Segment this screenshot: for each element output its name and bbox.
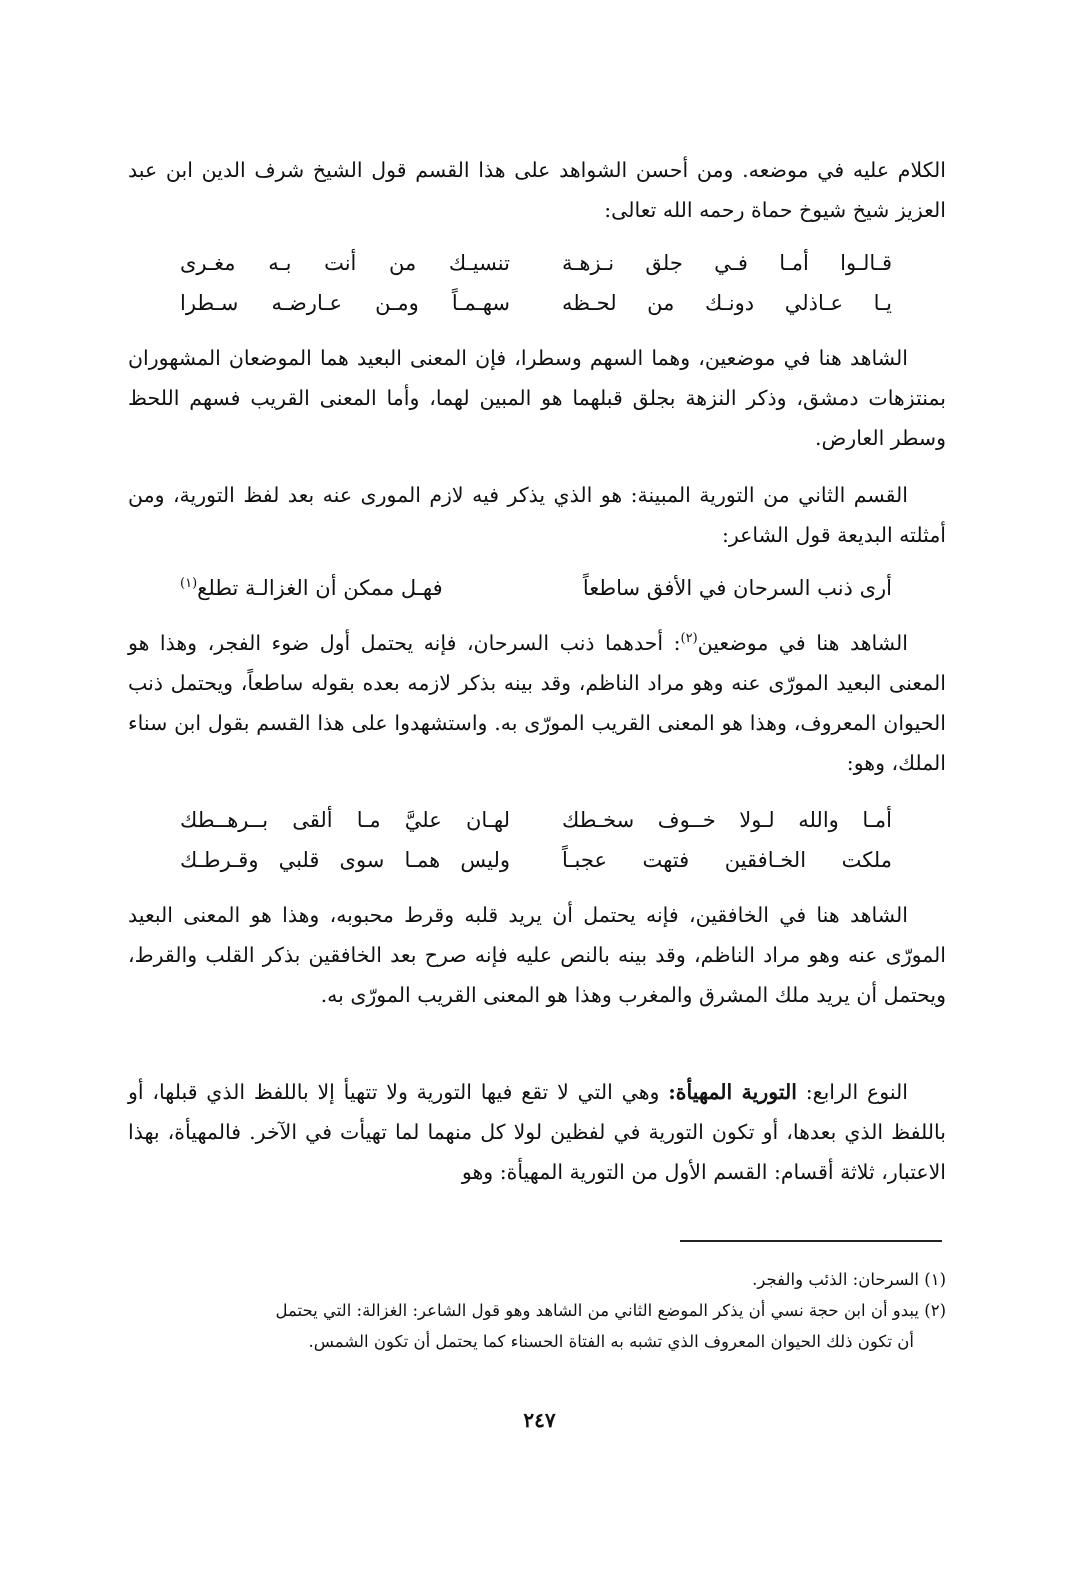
paragraph-4 <box>128 623 946 783</box>
paragraph-5 <box>128 895 946 1015</box>
paragraph-4-text <box>128 623 946 783</box>
verse-3 <box>180 800 892 880</box>
verse-2-first-hemistich: أرى ذنب السرحان في الأفق ساطعاً <box>582 576 892 600</box>
verse-3-line-1-first-hemistich: أمـا والله لـولا خــوف سخـطك <box>562 808 892 832</box>
footnotes <box>128 1264 946 1357</box>
verse-3-line-2-first-hemistich: ملكت الخـافقين فتهت عجبـاً <box>562 848 892 872</box>
footnote-1 <box>128 1264 946 1295</box>
paragraph-1 <box>128 150 946 230</box>
paragraph-2 <box>128 338 946 458</box>
verse-1-line-1 <box>180 243 892 283</box>
footnote-ref-1[interactable]: (١) <box>180 576 198 591</box>
verse-3-line-1 <box>180 800 892 840</box>
paragraph-3-text: القسم الثاني من التورية المبينة: هو الذي يذكر فيه لازم المورى عنه بعد لفظ التورية، ومن أمثلته البديعة قول الشاعر: <box>128 483 946 547</box>
footnote-2-text: يبدو أن ابن حجة نسي أن يذكر الموضع الثاني من الشاهد وهو قول الشاعر: الغزالة: التي يحتمل <box>275 1301 919 1320</box>
paragraph-6-rest: وهي التي لا تقع فيها التورية ولا تتهيأ إلا باللفظ الذي قبلها، أو باللفظ الذي بعدها، أو تكون التورية في لفظين لولا كل منهما لما تهيأت في الآخر. فالمهيأة، بهذا الاعتبار، ثلاثة أقسام: القسم الأول من التورية المهيأة: وهو <box>128 1080 946 1184</box>
footnote-2-number: (٢) <box>924 1301 946 1320</box>
verse-1-line-1-second-hemistich: تنسيـك من أنت بـه مغـرى <box>180 251 510 275</box>
page-number: ٢٤٧ <box>523 1408 556 1432</box>
paragraph-6 <box>128 1072 946 1192</box>
verse-3-line-1-second-hemistich: لهـان عليَّ مـا ألقى بــرهــطك <box>180 808 510 832</box>
verse-1-line-2-second-hemistich: سهـمـاً ومـن عـارضـه سـطرا <box>180 291 510 315</box>
paragraph-3 <box>128 475 946 555</box>
footnote-ref-2[interactable]: (٢) <box>680 631 698 647</box>
verse-1-line-1-first-hemistich: قـالـوا أمـا فـي جلق نـزهـة <box>562 251 892 275</box>
verse-2-line-1 <box>180 568 892 608</box>
verse-1 <box>180 243 892 323</box>
verse-3-line-2 <box>180 840 892 880</box>
footnote-1-number: (١) <box>924 1270 946 1289</box>
paragraph-2-text: الشاهد هنا في موضعين، وهما السهم وسطرا، فإن المعنى البعيد هما الموضعان المشهوران بمنتزهات دمشق، وذكر النزهة بجلق قبلهما هو المبين لهما، وأما المعنى القريب فسهم اللحظ وسطر العارض. <box>128 346 946 450</box>
verse-3-line-2-second-hemistich: وليس همـا سوى قلبي وقـرطـك <box>180 848 510 872</box>
verse-1-line-2-first-hemistich: يـا عـاذلي دونـك من لحـظه <box>562 291 892 315</box>
paragraph-6-term: التورية المهيأة: <box>668 1080 797 1104</box>
footnote-1-text: السرحان: الذئب والفجر. <box>752 1270 919 1289</box>
footnote-2 <box>128 1295 946 1326</box>
verse-2-second-hemistich: فهـل ممكن أن الغزالـة تطلع <box>197 576 443 600</box>
paragraph-4-rest: : أحدهما ذنب السرحان، فإنه يحتمل أول ضوء الفجر، وهذا هو المعنى البعيد المورّى عنه وهو مراد الناظم، وقد بينه بذكر لازمه بعده بقوله ساطعاً، ويحتمل ذنب الحيوان المعروف، وهذا هو المعنى القريب المورّى به. واستشهدوا على هذا القسم بقول ابن سناء الملك، وهو: <box>128 631 946 775</box>
verse-2-second-hemistich-wrap <box>180 568 520 608</box>
footnote-2-continuation: أن تكون ذلك الحيوان المعروف الذي تشبه به الفتاة الحسناء كما يحتمل أن تكون الشمس. <box>308 1332 914 1351</box>
footnote-divider <box>680 1240 942 1242</box>
paragraph-1-text: الكلام عليه في موضعه. ومن أحسن الشواهد على هذا القسم قول الشيخ شرف الدين ابن عبد العزيز شيخ شيوخ حماة رحمه الله تعالى: <box>128 158 946 222</box>
paragraph-5-text: الشاهد هنا في الخافقين، فإنه يحتمل أن يريد قلبه وقرط محبوبه، وهذا هو المعنى البعيد المورّى عنه وهو مراد الناظم، وقد بينه بالنص عليه فإنه صرح بعد الخافقين بذكر القلب والقرط، ويحتمل أن يريد ملك المشرق والمغرب وهذا هو المعنى القريب المورّى به. <box>128 903 946 1007</box>
verse-1-line-2 <box>180 283 892 323</box>
paragraph-6-text <box>128 1072 946 1192</box>
verse-2 <box>180 568 892 608</box>
paragraph-6-start: النوع الرابع: <box>796 1080 908 1104</box>
paragraph-4-start: الشاهد هنا في موضعين <box>697 631 908 655</box>
